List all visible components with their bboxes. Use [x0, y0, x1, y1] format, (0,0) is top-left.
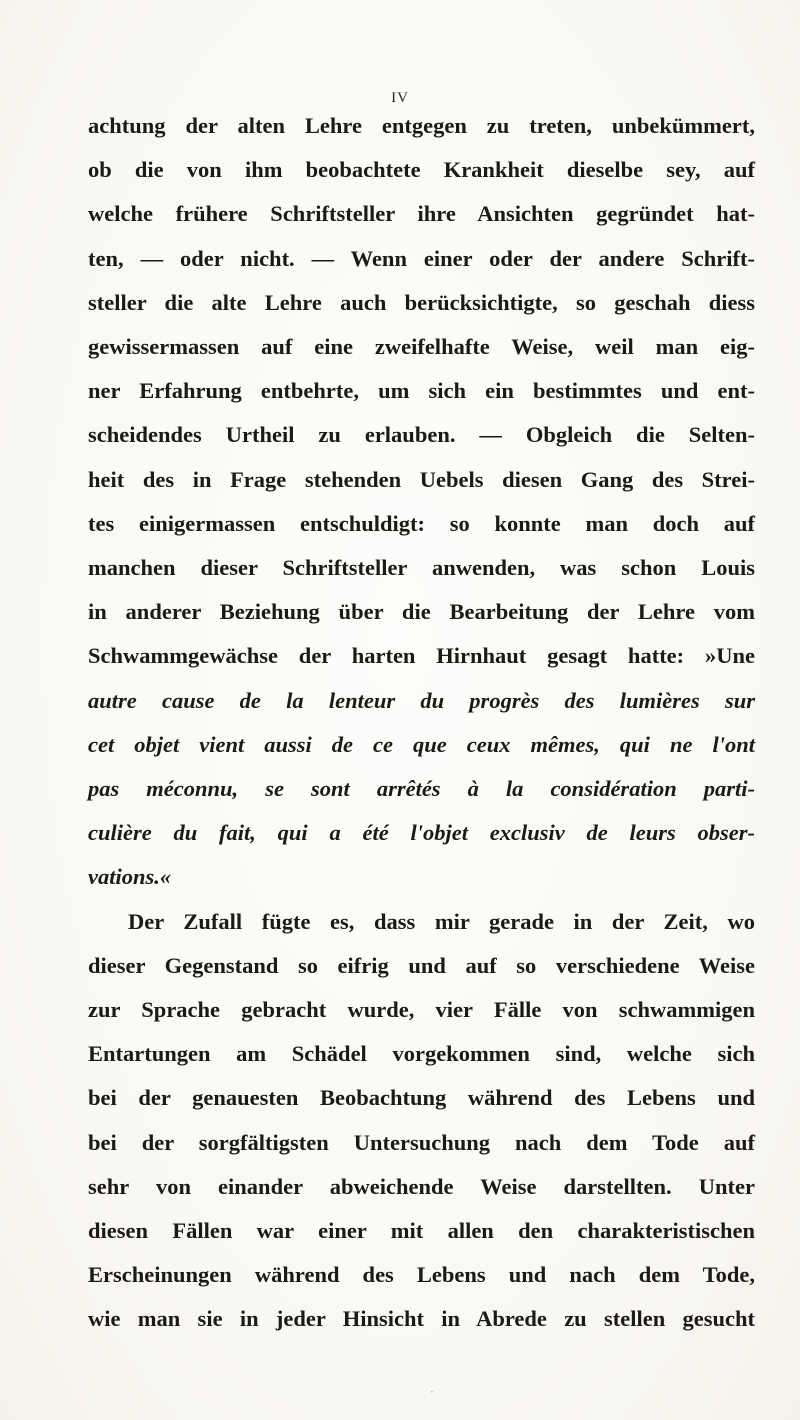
text-line: steller die alte Lehre auch berücksichtigte, so geschah diess — [88, 289, 755, 315]
text-line: cet objet vient aussi de ce que ceux mêmes, qui ne l'ont — [88, 731, 755, 757]
text-line: in anderer Beziehung über die Bearbeitung der Lehre vom — [88, 599, 755, 625]
text-line: Entartungen am Schädel vorgekommen sind, welche sich — [88, 1041, 755, 1067]
text-line: heit des in Frage stehenden Uebels diesen Gang des Strei- — [88, 466, 755, 492]
page-number: IV — [391, 90, 409, 106]
text-line: scheidendes Urtheil zu erlauben. — Obgleich die Selten- — [88, 422, 755, 448]
text-line: achtung der alten Lehre entgegen zu treten, unbekümmert, — [88, 113, 755, 138]
text-line: diesen Fällen war einer mit allen den charakteristischen — [88, 1218, 755, 1243]
text-line: Der Zufall fügte es, dass mir gerade in der Zeit, wo — [128, 908, 755, 934]
text-line: Schwammgewächse der harten Hirnhaut gesagt hatte: »Une — [88, 643, 755, 669]
text-line: pas méconnu, se sont arrêtés à la considération parti- — [88, 776, 755, 801]
text-line: sehr von einander abweichende Weise darstellten. Unter — [88, 1173, 755, 1199]
text-line: Erscheinungen während des Lebens und nach dem Tode, — [88, 1262, 755, 1288]
text-line: dieser Gegenstand so eifrig und auf so verschiedene Weise — [88, 952, 755, 978]
text-line: culière du fait, qui a été l'objet exclusiv de leurs obser- — [88, 820, 755, 846]
text-line: zur Sprache gebracht wurde, vier Fälle von schwammigen — [88, 997, 755, 1022]
text-line: ten, — oder nicht. — Wenn einer oder der andere Schrift- — [88, 245, 755, 271]
text-line: autre cause de la lenteur du progrès des lumières sur — [88, 687, 755, 713]
text-line: bei der sorgfältigsten Untersuchung nach dem Tode auf — [88, 1129, 755, 1155]
text-line: welche frühere Schriftsteller ihre Ansichten gegründet hat- — [88, 201, 755, 227]
text-line: manchen dieser Schriftsteller anwenden, was schon Louis — [88, 555, 755, 580]
text-line: ner Erfahrung entbehrte, um sich ein bestimmtes und ent- — [88, 378, 755, 404]
text-line: wie man sie in jeder Hinsicht in Abrede zu stellen gesucht — [88, 1306, 755, 1332]
text-line: ob die von ihm beobachtete Krankheit dieselbe sey, auf — [88, 157, 755, 183]
ink-speck: · — [430, 1385, 434, 1399]
text-line: vations.« — [88, 864, 172, 890]
text-line: tes einigermassen entschuldigt: so konnte man doch auf — [88, 510, 755, 536]
text-line: gewissermassen auf eine zweifelhafte Weise, weil man eig- — [88, 334, 755, 359]
text-line: bei der genauesten Beobachtung während des Lebens und — [88, 1085, 755, 1111]
